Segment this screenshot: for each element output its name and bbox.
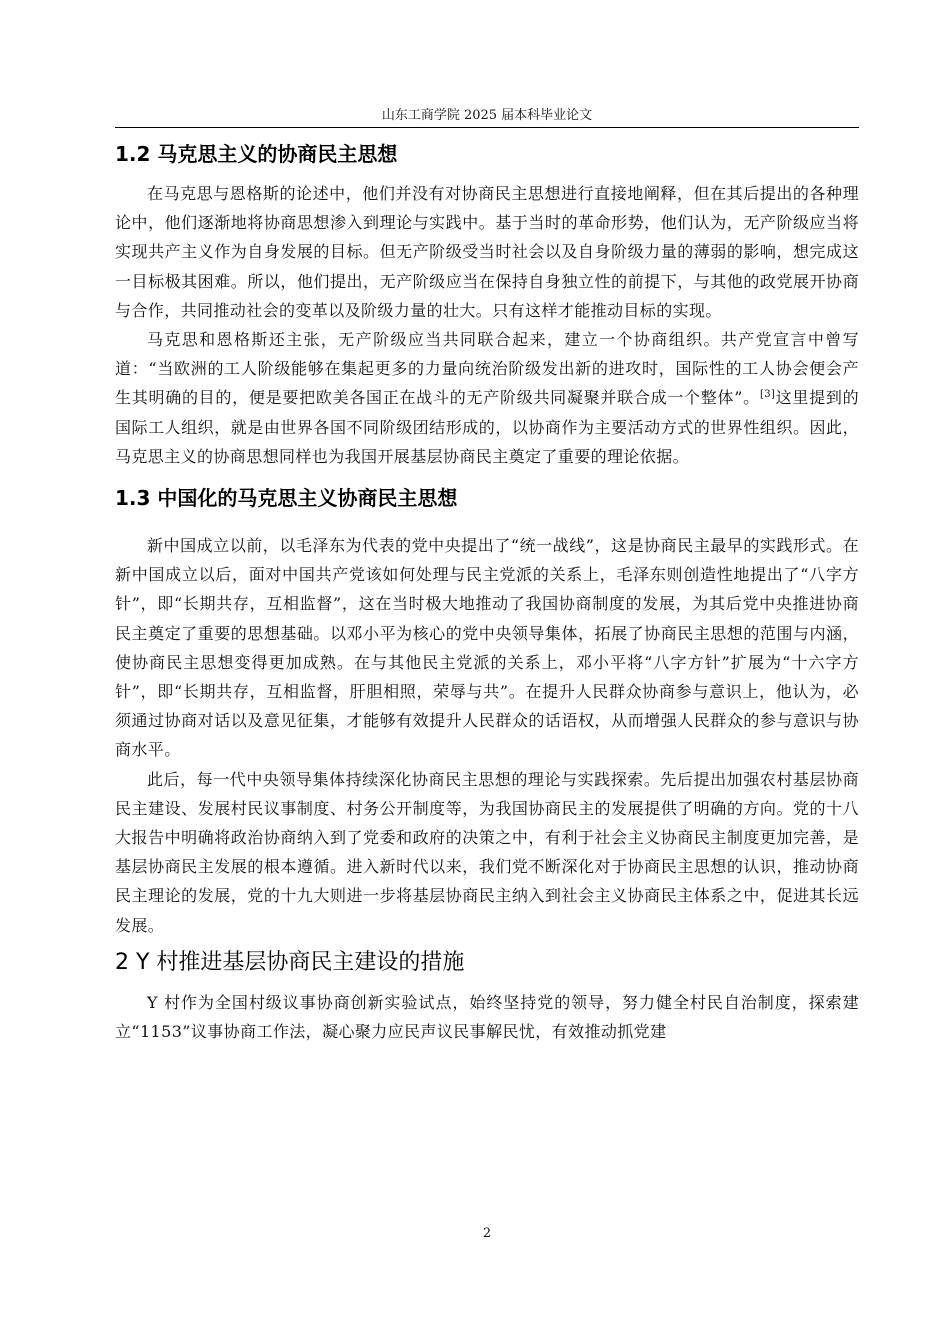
running-header: 山东工商学院 2025 届本科毕业论文 bbox=[381, 108, 593, 123]
page-body bbox=[115, 137, 859, 1046]
paragraph-text: 马克思和恩格斯还主张，无产阶级应当共同联合起来，建立一个协商组织。共产党宣言中曾写道：“当欧洲的工人阶级能够在集起更多的力量向统治阶级发出新的进攻时，国际性的工人协会便会产生其明确的目的，便是要把欧美各国正在战斗的无产阶级共同凝聚并联合成一个整体”。 bbox=[115, 330, 859, 408]
citation-ref[interactable]: [3] bbox=[759, 389, 776, 401]
header-rule bbox=[115, 127, 859, 128]
paragraph-text: 这里提到的国际工人组织，就是由世界各国不同阶级团结形成的，以协商作为主要活动方式的世界性组织。因此，马克思主义的协商思想同样也为我国开展基层协商民主奠定了重要的理论依据。 bbox=[115, 388, 859, 466]
section-heading-1-3: 1.3 中国化的马克思主义协商民主思想 bbox=[115, 486, 458, 511]
section-heading-1-2: 1.2 马克思主义的协商民主思想 bbox=[115, 142, 398, 166]
paragraph-2-a: Y 村作为全国村级议事协商创新实验试点，始终坚持党的领导，努力健全村民自治制度，探索建立“1153”议事协商工作法，凝心聚力应民声议民事解民忧，有效推动抓党建 bbox=[115, 992, 859, 1042]
chapter-heading-2: 2 Y 村推进基层协商民主建设的措施 bbox=[115, 949, 465, 975]
page-number: 2 bbox=[482, 1226, 492, 1241]
paragraph-1-2-b bbox=[115, 325, 859, 471]
paragraph-1-3-a: 新中国成立以前，以毛泽东为代表的党中央提出了“统一战线”，这是协商民主最早的实践形式。在新中国成立以后，面对中国共产党该如何处理与民主党派的关系上，毛泽东则创造性地提出了“八字方针”，即“长期共存，互相监督”，这在当时极大地推动了我国协商制度的发展，为其后党中央推进协商民主奠定了重要的思想基础。以邓小平为核心的党中央领导集体，拓展了协商民主思想的范围与内涵，使协商民主思想变得更加成熟。在与其他民主党派的关系上，邓小平将“八字方针”扩展为“十六字方针”，即“长期共存，互相监督，肝胆相照，荣辱与共”。在提升人民群众协商参与意识上，他认为，必须通过协商对话以及意见征集，才能够有效提升人民群众的话语权，从而增强人民群众的参与意识与协商水平。 bbox=[115, 536, 859, 760]
paragraph-1-2-a: 在马克思与恩格斯的论述中，他们并没有对协商民主思想进行直接地阐释，但在其后提出的各种理论中，他们逐渐地将协商思想渗入到理论与实践中。基于当时的革命形势，他们认为，无产阶级应当将实现共产主义作为自身发展的目标。但无产阶级受当时社会以及自身阶级力量的薄弱的影响，想完成这一目标极其困难。所以，他们提出，无产阶级应当在保持自身独立性的前提下，与其他的政党展开协商与合作，共同推动社会的变革以及阶级力量的壮大。只有这样才能推动目标的实现。 bbox=[115, 184, 859, 320]
paragraph-1-3-b: 此后，每一代中央领导集体持续深化协商民主思想的理论与实践探索。先后提出加强农村基层协商民主建设、发展村民议事制度、村务公开制度等，为我国协商民主的发展提供了明确的方向。党的十八大报告中明确将政治协商纳入到了党委和政府的决策之中，有利于社会主义协商民主制度更加完善，是基层协商民主发展的根本遵循。进入新时代以来，我们党不断深化对于协商民主思想的认识，推动协商民主理论的发展，党的十九大则进一步将基层协商民主纳入到社会主义协商民主体系之中，促进其长远发展。 bbox=[115, 769, 859, 935]
